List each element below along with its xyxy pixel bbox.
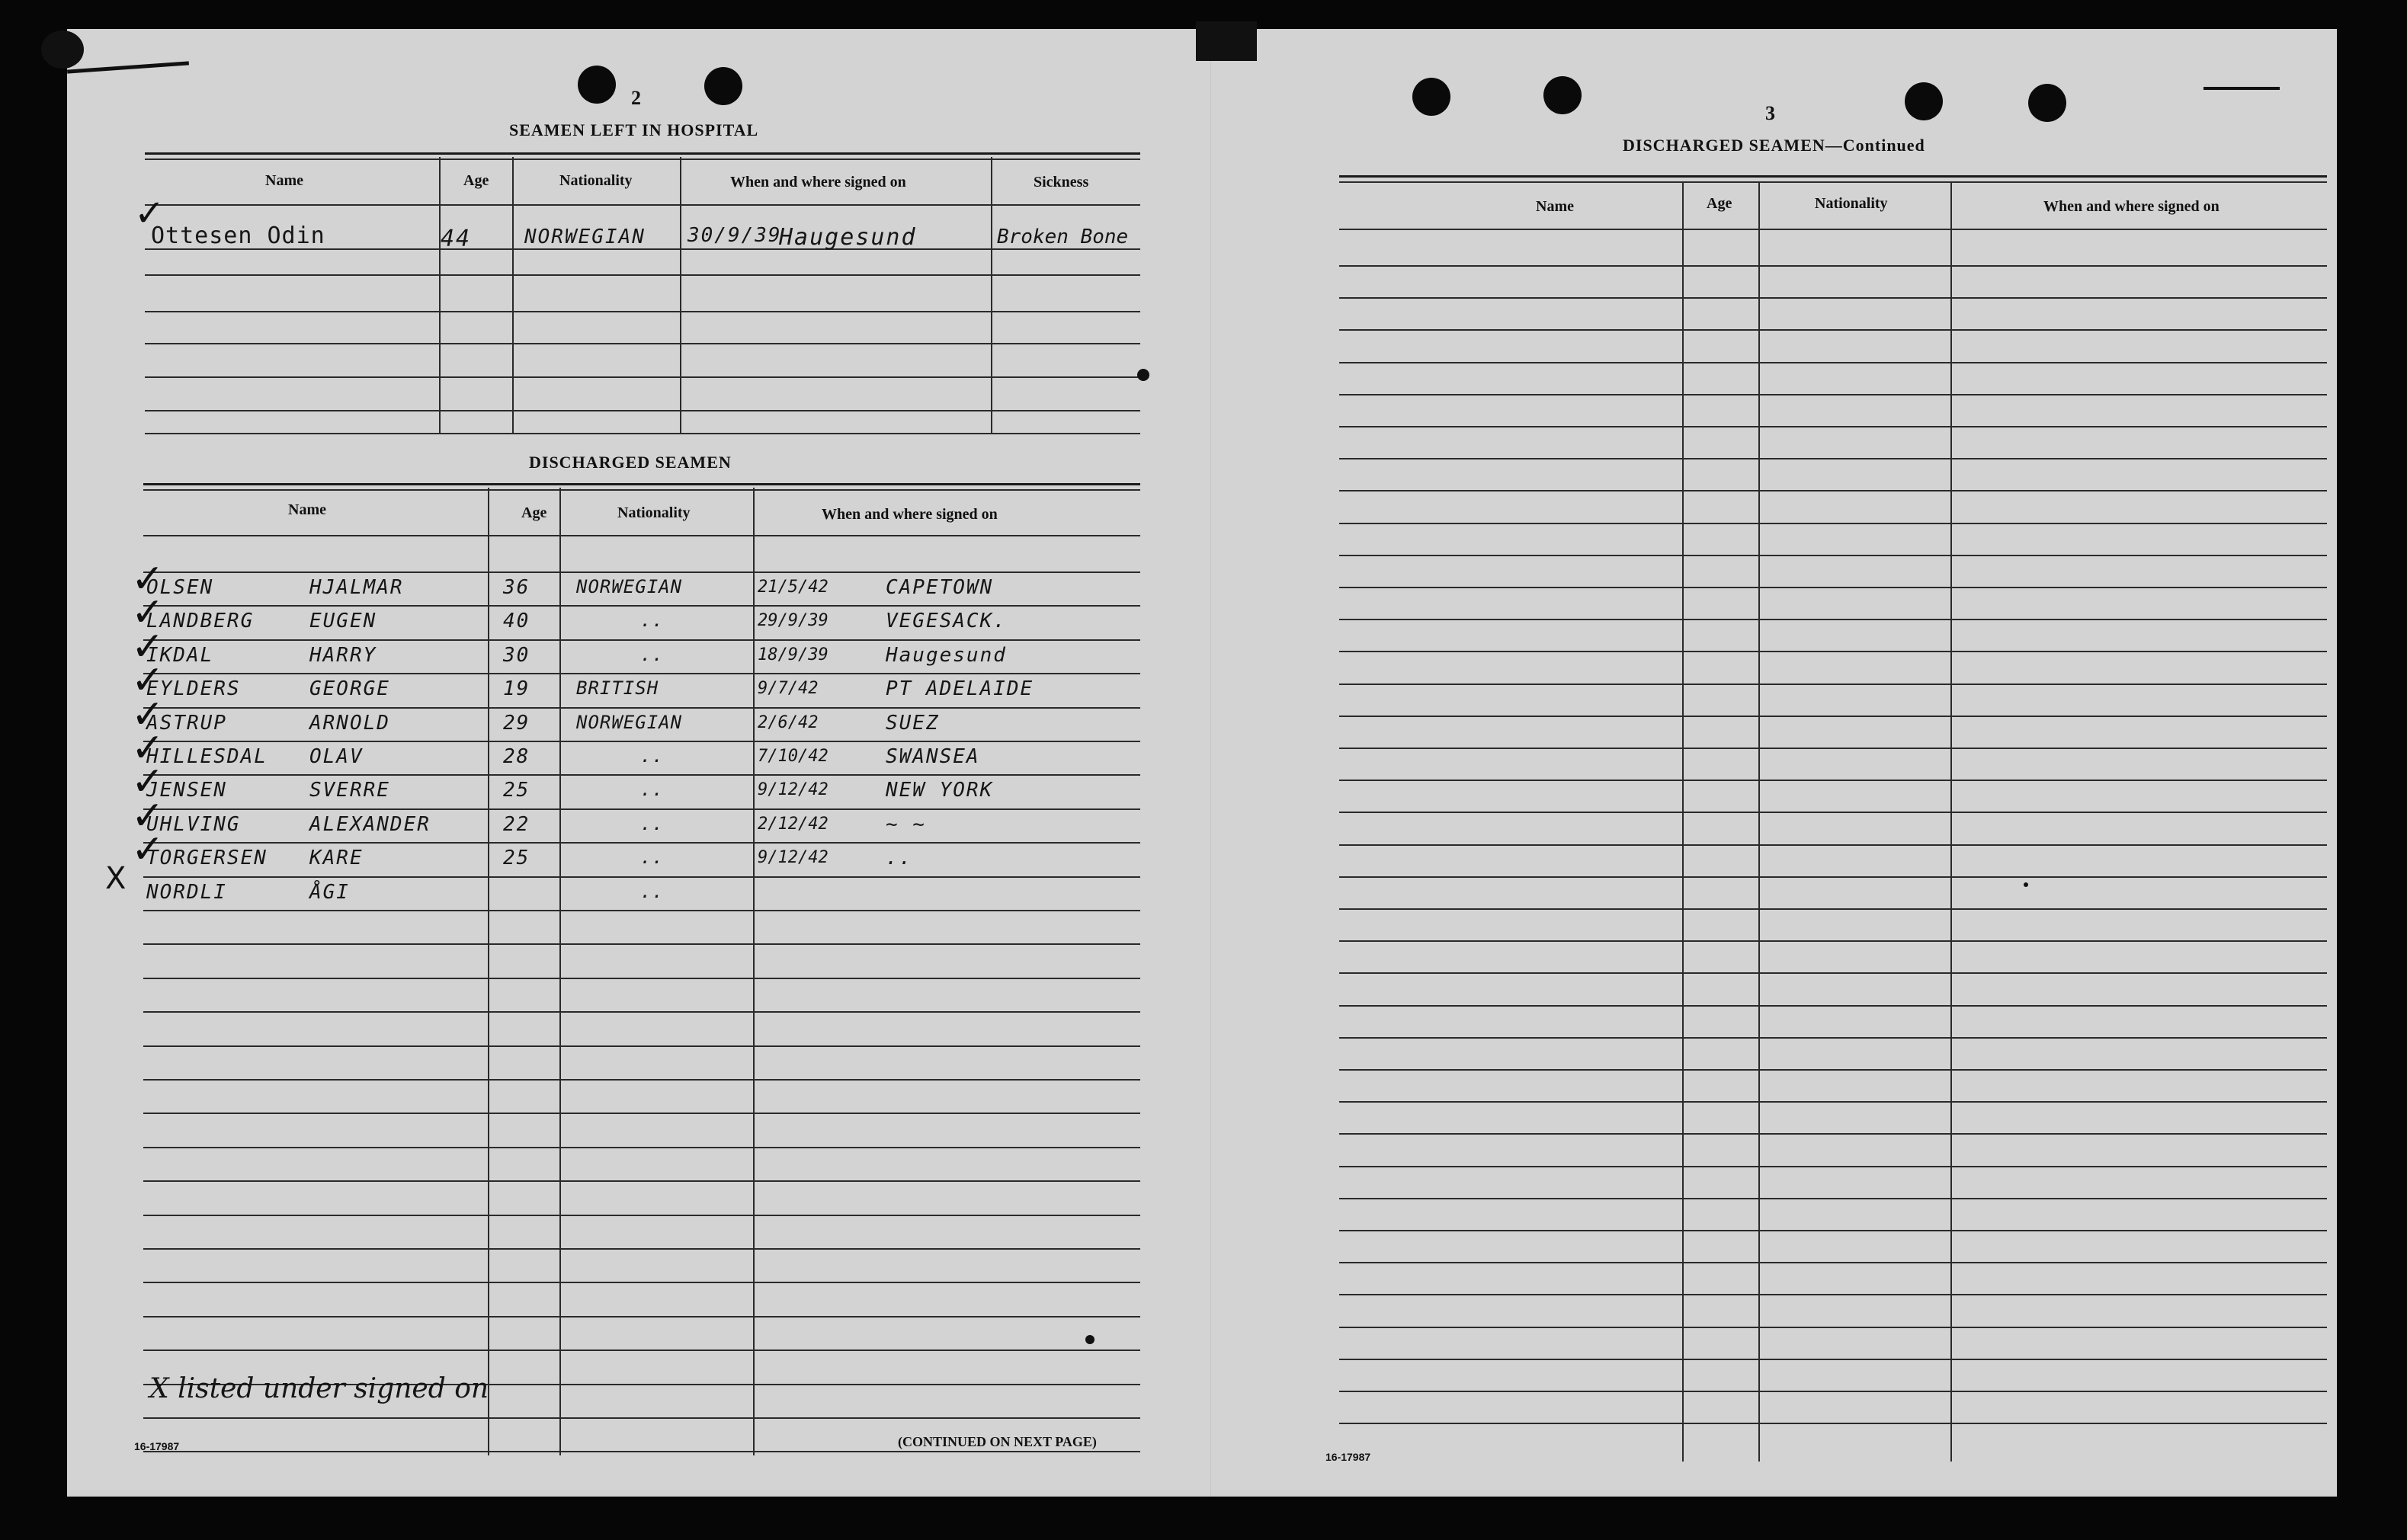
check-mark: ✓	[131, 658, 165, 703]
binder-hole	[1543, 76, 1582, 114]
seaman-age: 28	[503, 745, 530, 768]
seaman-nationality: ..	[640, 745, 664, 767]
footnote: X listed under signed on	[149, 1373, 489, 1404]
ink-blot	[41, 30, 84, 69]
seaman-given-name: HARRY	[309, 644, 377, 667]
signed-on-date: 30/9/39	[687, 224, 782, 247]
signed-on-place: VEGESACK.	[886, 610, 1007, 632]
signed-on-place: SWANSEA	[886, 745, 980, 768]
seaman-age: 36	[503, 576, 530, 599]
seaman-given-name: OLAV	[309, 745, 364, 768]
signed-on-date: 21/5/42	[758, 578, 829, 597]
ink-blot	[1196, 21, 1257, 61]
seaman-given-name: GEORGE	[309, 677, 390, 700]
seaman-nationality: NORWEGIAN	[576, 576, 683, 597]
seaman-nationality: ..	[640, 644, 664, 665]
seaman-surname: IKDAL	[146, 644, 214, 667]
continued-note: (CONTINUED ON NEXT PAGE)	[898, 1434, 1097, 1449]
seaman-age: 19	[503, 677, 530, 700]
left-page	[67, 29, 1210, 1497]
signed-on-place: ..	[886, 847, 913, 869]
ink-dot	[1085, 1335, 1095, 1344]
seaman-given-name: ÅGI	[309, 881, 350, 904]
check-mark: ✓	[131, 590, 165, 636]
seaman-surname: JENSEN	[146, 779, 227, 802]
seaman-surname: ASTRUP	[146, 712, 227, 735]
discharged-section-title: DISCHARGED SEAMEN	[529, 453, 732, 472]
seaman-age: 25	[503, 779, 530, 802]
seaman-surname: LANDBERG	[146, 610, 255, 632]
signed-on-place: SUEZ	[886, 712, 940, 735]
signed-on-place: CAPETOWN	[886, 576, 994, 599]
seaman-nationality: ..	[640, 610, 664, 631]
form-number: 16-17987	[1325, 1451, 1371, 1463]
col-header-name: Name	[265, 172, 303, 189]
cross-mark: X	[105, 861, 127, 896]
signed-on-place: Haugesund	[779, 224, 917, 251]
col-header-age: Age	[1707, 195, 1732, 212]
form-number: 16-17987	[134, 1440, 180, 1452]
seaman-nationality: ..	[640, 847, 664, 868]
sickness: Broken Bone	[997, 226, 1129, 248]
binder-hole	[704, 67, 742, 105]
ink-stroke	[67, 61, 189, 73]
ink-dot	[2024, 882, 2028, 887]
check-mark: ✓	[131, 793, 165, 839]
col-header-name: Name	[288, 501, 326, 518]
check-mark: ✓	[131, 692, 165, 738]
seaman-given-name: EUGEN	[309, 610, 377, 632]
seaman-nationality: BRITISH	[576, 677, 659, 699]
signed-on-date: 29/9/39	[758, 611, 829, 630]
seaman-nationality: ..	[640, 779, 664, 800]
page-number: 3	[1765, 102, 1775, 124]
seaman-surname: HILLESDAL	[146, 745, 268, 768]
ink-stroke	[2203, 87, 2280, 90]
check-mark: ✓	[131, 556, 165, 602]
patient-name: Ottesen Odin	[151, 223, 325, 249]
col-header-nationality: Nationality	[1815, 195, 1888, 212]
patient-nationality: NORWEGIAN	[524, 226, 646, 248]
patient-age: 44	[441, 226, 472, 252]
col-header-signed-on: When and where signed on	[730, 174, 906, 190]
seaman-nationality: NORWEGIAN	[576, 712, 683, 733]
col-header-signed-on: When and where signed on	[2043, 198, 2220, 215]
check-mark: ✓	[131, 827, 165, 872]
col-header-nationality: Nationality	[559, 172, 633, 189]
page-number: 2	[631, 87, 641, 109]
col-header-sickness: Sickness	[1034, 174, 1089, 190]
signed-on-date: 9/7/42	[758, 679, 819, 698]
binder-hole	[2028, 84, 2066, 122]
seaman-age: 29	[503, 712, 530, 735]
signed-on-place: NEW YORK	[886, 779, 994, 802]
ink-dot	[1137, 369, 1149, 381]
binder-hole	[1412, 78, 1450, 116]
seaman-nationality: ..	[640, 881, 664, 902]
seaman-given-name: SVERRE	[309, 779, 390, 802]
signed-on-date: 7/10/42	[758, 747, 829, 766]
seaman-given-name: KARE	[309, 847, 364, 869]
seaman-age: 22	[503, 813, 530, 836]
page-title: DISCHARGED SEAMEN—Continued	[1623, 136, 1925, 155]
signed-on-place: Haugesund	[886, 644, 1007, 667]
right-page	[1210, 29, 2338, 1497]
seaman-surname: UHLVING	[146, 813, 241, 836]
col-header-name: Name	[1536, 198, 1574, 215]
register-sheet	[67, 29, 2337, 1497]
seaman-age: 30	[503, 644, 530, 667]
signed-on-date: 18/9/39	[758, 645, 829, 664]
check-mark: ✓	[131, 725, 165, 771]
check-mark: ✓	[131, 624, 165, 670]
seaman-given-name: HJALMAR	[309, 576, 404, 599]
col-header-nationality: Nationality	[617, 504, 691, 521]
seaman-surname: NORDLI	[146, 881, 227, 904]
signed-on-date: 2/6/42	[758, 713, 819, 732]
seaman-surname: TORGERSEN	[146, 847, 268, 869]
seaman-age: 40	[503, 610, 530, 632]
signed-on-date: 2/12/42	[758, 815, 829, 834]
signed-on-date: 9/12/42	[758, 780, 829, 799]
check-mark: ✓	[134, 192, 165, 235]
check-mark: ✓	[131, 759, 165, 805]
seaman-nationality: ..	[640, 813, 664, 834]
signed-on-date: 9/12/42	[758, 848, 829, 867]
col-header-age: Age	[463, 172, 489, 189]
signed-on-place: ~ ~	[886, 813, 926, 836]
binder-hole	[578, 66, 616, 104]
col-header-signed-on: When and where signed on	[822, 506, 998, 523]
seaman-given-name: ALEXANDER	[309, 813, 431, 836]
seaman-surname: OLSEN	[146, 576, 214, 599]
hospital-section-title: SEAMEN LEFT IN HOSPITAL	[509, 120, 759, 139]
signed-on-place: PT ADELAIDE	[886, 677, 1034, 700]
seaman-given-name: ARNOLD	[309, 712, 390, 735]
seaman-age: 25	[503, 847, 530, 869]
col-header-age: Age	[521, 504, 547, 521]
binder-hole	[1905, 82, 1943, 120]
seaman-surname: EYLDERS	[146, 677, 241, 700]
